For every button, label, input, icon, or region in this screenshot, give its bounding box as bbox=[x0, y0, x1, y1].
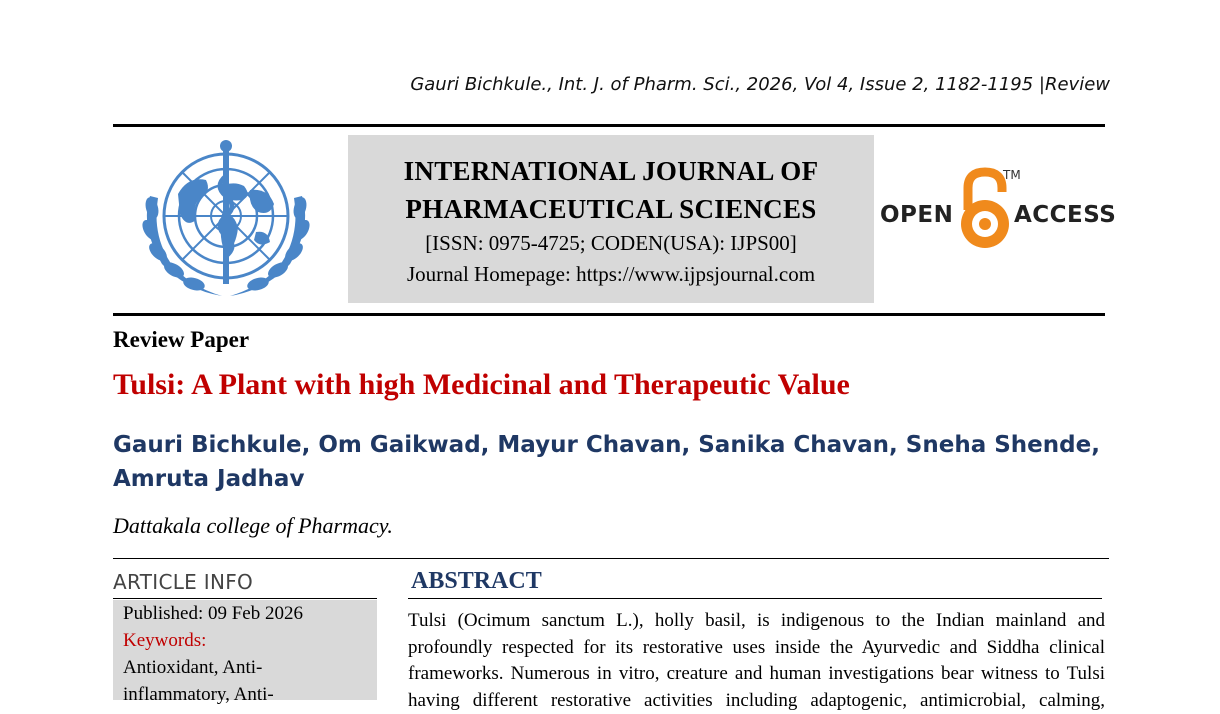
open-access-word2: ACCESS bbox=[1014, 202, 1116, 228]
keywords-label: Keywords: bbox=[123, 627, 373, 654]
open-access-logo bbox=[880, 166, 1110, 256]
author-list bbox=[113, 428, 1113, 496]
abstract-line4: having different restorative activities including adaptogenic, antimicrobial, calming, bbox=[408, 688, 1105, 714]
journal-masthead bbox=[348, 135, 874, 303]
journal-title-line1: INTERNATIONAL JOURNAL OF bbox=[348, 152, 874, 190]
abstract-line2: profoundly respected for its restorative uses inside the Ayurvedic and Siddha clinical bbox=[408, 635, 1105, 662]
abstract-body bbox=[408, 608, 1105, 714]
journal-logo-icon bbox=[126, 136, 326, 306]
journal-title-line2: PHARMACEUTICAL SCIENCES bbox=[348, 190, 874, 228]
article-info-heading: ARTICLE INFO bbox=[113, 570, 253, 594]
keywords-line2: inflammatory, Anti- bbox=[123, 681, 373, 708]
header-rule-bottom bbox=[113, 313, 1105, 316]
abstract-rule bbox=[408, 598, 1102, 599]
abstract-line3: frameworks. Numerous in vitro, creature and human investigations bear witness to Tulsi bbox=[408, 661, 1105, 688]
header-rule-top bbox=[113, 124, 1105, 127]
running-head: Gauri Bichkule., Int. J. of Pharm. Sci., 2026, Vol 4, Issue 2, 1182-1195 |Review bbox=[0, 74, 1110, 95]
journal-issn: [ISSN: 0975-4725; CODEN(USA): IJPS00] bbox=[348, 228, 874, 258]
trademark-mark: TM bbox=[1003, 168, 1021, 182]
affiliation: Dattakala college of Pharmacy. bbox=[113, 513, 393, 539]
journal-homepage[interactable]: Journal Homepage: https://www.ijpsjournal.com bbox=[348, 258, 874, 290]
article-info-box bbox=[113, 600, 377, 700]
article-info-rule bbox=[113, 598, 377, 599]
authors-line2: Amruta Jadhav bbox=[113, 462, 1113, 496]
abstract-heading: ABSTRACT bbox=[411, 568, 542, 595]
published-date: Published: 09 Feb 2026 bbox=[123, 600, 373, 627]
authors-line1: Gauri Bichkule, Om Gaikwad, Mayur Chavan, Sanika Chavan, Sneha Shende, bbox=[113, 428, 1113, 462]
keywords-line1: Antioxidant, Anti- bbox=[123, 654, 373, 681]
abstract-line1: Tulsi (Ocimum sanctum L.), holly basil, is indigenous to the Indian mainland and bbox=[408, 608, 1105, 635]
journal-title bbox=[348, 152, 874, 228]
section-divider bbox=[113, 558, 1109, 559]
paper-title: Tulsi: A Plant with high Medicinal and Therapeutic Value bbox=[113, 368, 850, 402]
paper-type: Review Paper bbox=[113, 327, 249, 353]
open-access-word1: OPEN bbox=[880, 202, 953, 228]
